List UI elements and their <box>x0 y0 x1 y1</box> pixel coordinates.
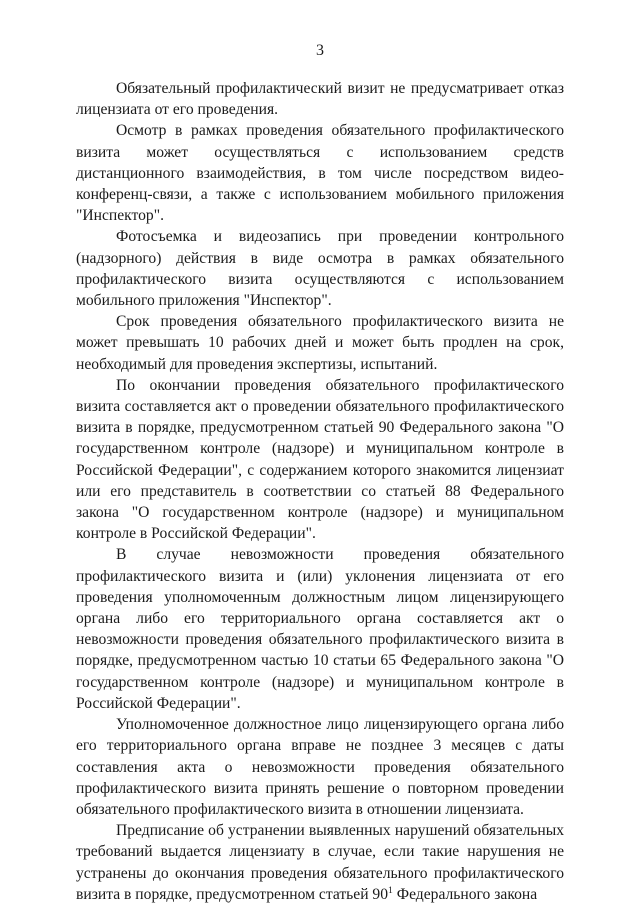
paragraph-remote-inspection: Осмотр в рамках проведения обязательного профилактического визита может осуществляться с использованием средств дистанционного взаимодействия, в том числе посредством видео-конференц-связи, а также с использованием мобильного приложения "Инспектор". <box>76 122 564 225</box>
paragraph-photo-video: Фотосъемка и видеозапись при проведении контрольного (надзорного) действия в виде осмотра в рамках обязательного профилактического визита осуществляются с использованием мобильного приложения "Инспектор". <box>76 228 564 310</box>
page-number: 3 <box>316 42 324 59</box>
paragraph-visit-refusal: Обязательный профилактический визит не предусматривает отказ лицензиата от его проведения. <box>76 80 564 119</box>
paragraph-repeat-visit: Уполномоченное должностное лицо лицензирующего органа либо его территориального органа вправе не позднее 3 месяцев с даты составления акта о невозможности проведения обязательного профилактического визита принять решение о повторном проведении обязательного профилактического визита в отношении лицензиата. <box>76 716 564 818</box>
paragraph-prescription <box>76 820 564 905</box>
document-body <box>76 78 564 905</box>
paragraph-visit-duration: Срок проведения обязательного профилактического визита не может превышать 10 рабочих дней и может быть продлен на срок, необходимый для проведения экспертизы, испытаний. <box>76 313 564 373</box>
paragraph-impossibility-act: В случае невозможности проведения обязательного профилактического визита и (или) уклонения лицензиата от его проведения уполномоченным должностным лицом лицензирующего органа либо его территориального органа составляется акт о невозможности проведения обязательного профилактического визита в порядке, предусмотренном частью 10 статьи 65 Федерального закона "О государственном контроле (надзоре) и муниципальном контроле в Российской Федерации". <box>76 546 564 712</box>
prescription-text: Предписание об устранении выявленных нарушений обязательных требований выдается лицензиату в случае, если такие нарушения не устранены до окончания проведения обязательного профилактического визита в порядке, предусмотренном статьей 90 <box>76 822 564 903</box>
paragraph-visit-act: По окончании проведения обязательного профилактического визита составляется акт о проведении обязательного профилактического визита в порядке, предусмотренном статьей 90 Федерального закона "О государственном контроле (надзоре) и муниципальном контроле в Российской Федерации", с содержанием которого знакомится лицензиат или его представитель в соответствии со статьей 88 Федерального закона "О государственном контроле (надзоре) и муниципальном контроле в Российской Федерации". <box>76 376 564 543</box>
prescription-text-continued: Федерального закона <box>392 885 538 903</box>
article-superscript: 1 <box>388 884 393 896</box>
